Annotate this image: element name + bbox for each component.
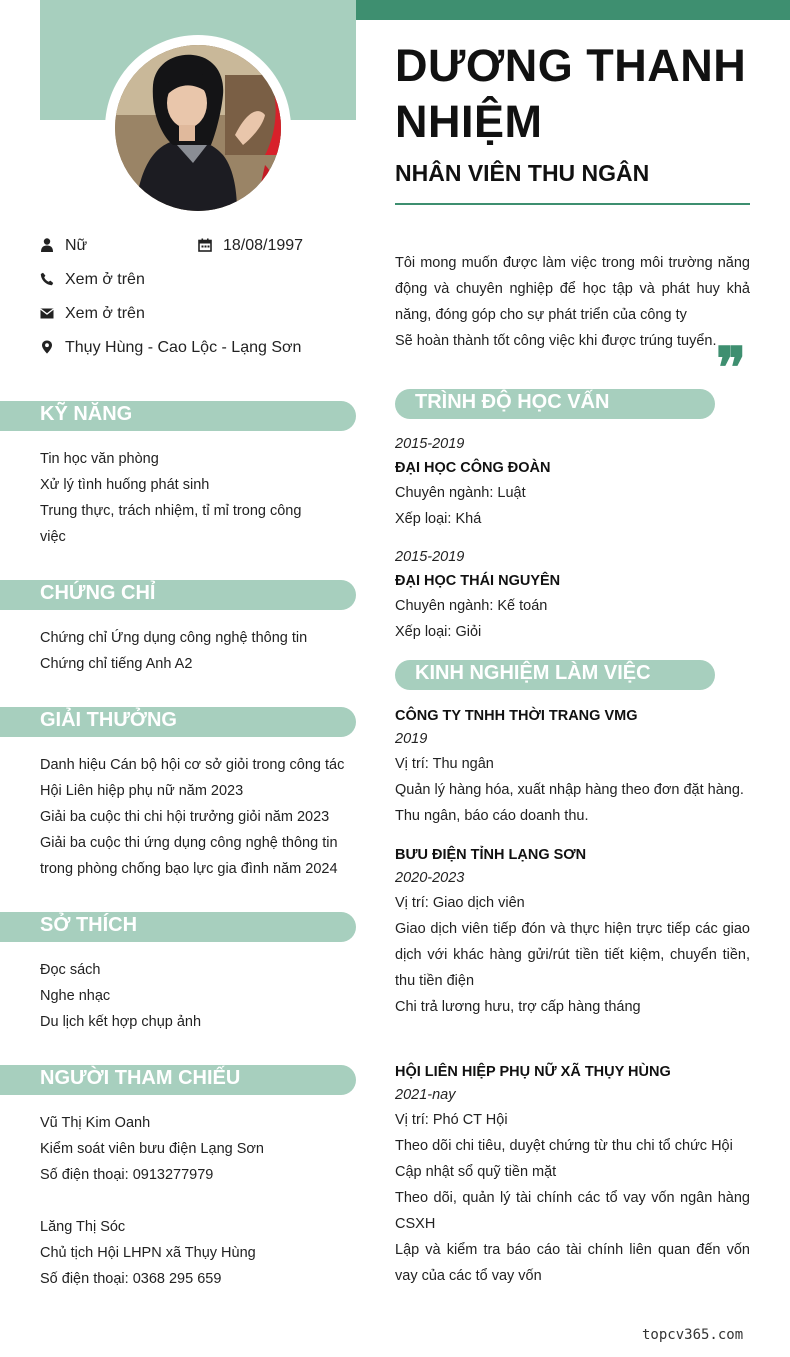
birthday-value: 18/08/1997 bbox=[223, 237, 304, 254]
address-value: Thụy Hùng - Cao Lộc - Lạng Sơn bbox=[65, 339, 302, 356]
profile-photo bbox=[115, 45, 281, 211]
education-school: ĐẠI HỌC CÔNG ĐOÀN bbox=[395, 460, 551, 476]
contact-email bbox=[40, 303, 340, 325]
map-pin-icon bbox=[40, 340, 54, 354]
hobby-item: Đọc sách bbox=[40, 962, 101, 978]
education-grade: Xếp loại: Khá bbox=[395, 511, 482, 527]
email-value: Xem ở trên bbox=[65, 305, 145, 322]
section-references bbox=[0, 1065, 356, 1095]
phone-value: Xem ở trên bbox=[65, 271, 145, 288]
job-period: 2020-2023 bbox=[395, 870, 465, 886]
certificate-item: Chứng chỉ tiếng Anh A2 bbox=[40, 656, 193, 672]
job-company: CÔNG TY TNHH THỜI TRANG VMG bbox=[395, 708, 638, 724]
reference-role: Chủ tịch Hội LHPN xã Thụy Hùng bbox=[40, 1245, 256, 1261]
contact-birthday bbox=[198, 235, 358, 257]
quote-icon: ❞ bbox=[716, 335, 747, 401]
top-accent-bar bbox=[356, 0, 790, 20]
section-hobbies-title: SỞ THÍCH bbox=[40, 914, 138, 936]
skill-item: Trung thực, trách nhiệm, tỉ mỉ trong công việc bbox=[40, 503, 302, 545]
job-position: Vị trí: Thu ngân bbox=[395, 756, 494, 772]
job-detail: Thu ngân, báo cáo doanh thu. bbox=[395, 808, 589, 824]
career-objective: Tôi mong muốn được làm việc trong môi trường năng động và chuyên nghiệp để học tập và phát huy khả năng, đóng góp cho sự phát triển của công ty bbox=[395, 255, 750, 323]
job-period: 2021-nay bbox=[395, 1087, 456, 1103]
section-awards-title: GIẢI THƯỞNG bbox=[40, 709, 177, 731]
section-education-title: TRÌNH ĐỘ HỌC VẤN bbox=[415, 391, 610, 413]
education-major: Chuyên ngành: Luật bbox=[395, 485, 526, 501]
job-detail: Quản lý hàng hóa, xuất nhập hàng theo đơn đặt hàng. bbox=[395, 782, 744, 798]
footer-watermark: topcv365.com bbox=[642, 1327, 744, 1343]
job-detail: Giao dịch viên tiếp đón và thực hiện trực tiếp các giao dịch với khác hàng gửi/rút tiền tiết kiệm, chuyển tiền, thu tiền điện bbox=[395, 921, 750, 989]
education-major: Chuyên ngành: Kế toán bbox=[395, 598, 548, 614]
person-icon bbox=[40, 238, 54, 252]
section-education bbox=[395, 389, 715, 419]
reference-phone: Số điện thoại: 0913277979 bbox=[40, 1167, 214, 1183]
section-certificates bbox=[0, 580, 356, 610]
hobby-item: Du lịch kết hợp chụp ảnh bbox=[40, 1014, 202, 1030]
contact-address bbox=[40, 337, 356, 359]
job-detail: Cập nhật sổ quỹ tiền mặt bbox=[395, 1164, 557, 1180]
education-period: 2015-2019 bbox=[395, 549, 465, 565]
education-period: 2015-2019 bbox=[395, 436, 465, 452]
portrait-illustration bbox=[115, 45, 281, 211]
job-detail: Theo dõi, quản lý tài chính các tổ vay vốn ngân hàng CSXH bbox=[395, 1190, 750, 1232]
career-objective-2: Sẽ hoàn thành tốt công việc khi được trúng tuyển. bbox=[395, 333, 717, 349]
contact-phone bbox=[40, 269, 340, 291]
section-experience bbox=[395, 660, 715, 690]
job-detail: Theo dõi chi tiêu, duyệt chứng từ thu chi tổ chức Hội bbox=[395, 1138, 733, 1154]
section-skills-title: KỸ NĂNG bbox=[40, 403, 133, 425]
award-item: Giải ba cuộc thi ứng dụng công nghệ thông tin trong phòng chống bạo lực gia đình năm 2024 bbox=[40, 835, 338, 877]
section-hobbies bbox=[0, 912, 356, 942]
reference-name: Lăng Thị Sóc bbox=[40, 1219, 126, 1235]
job-position: Vị trí: Phó CT Hội bbox=[395, 1112, 508, 1128]
reference-phone: Số điện thoại: 0368 295 659 bbox=[40, 1271, 222, 1287]
certificate-item: Chứng chỉ Ứng dụng công nghệ thông tin bbox=[40, 630, 308, 646]
education-grade: Xếp loại: Giỏi bbox=[395, 624, 482, 640]
calendar-icon bbox=[198, 238, 212, 252]
reference-name: Vũ Thị Kim Oanh bbox=[40, 1115, 151, 1131]
hobby-item: Nghe nhạc bbox=[40, 988, 111, 1004]
gender-value: Nữ bbox=[65, 237, 88, 254]
education-school: ĐẠI HỌC THÁI NGUYÊN bbox=[395, 573, 561, 589]
skill-item: Tin học văn phòng bbox=[40, 451, 159, 467]
section-references-title: NGƯỜI THAM CHIẾU bbox=[40, 1067, 241, 1089]
job-company: BƯU ĐIỆN TỈNH LẠNG SƠN bbox=[395, 847, 587, 863]
job-position: Vị trí: Giao dịch viên bbox=[395, 895, 525, 911]
title-divider bbox=[395, 203, 750, 205]
job-company: HỘI LIÊN HIỆP PHỤ NỮ XÃ THỤY HÙNG bbox=[395, 1064, 671, 1080]
section-awards bbox=[0, 707, 356, 737]
job-detail: Lập và kiểm tra báo cáo tài chính liên quan đến vốn vay của các tổ vay vốn bbox=[395, 1242, 750, 1284]
job-title: NHÂN VIÊN THU NGÂN bbox=[395, 160, 650, 186]
award-item: Danh hiệu Cán bộ hội cơ sở giỏi trong công tác Hội Liên hiệp phụ nữ năm 2023 bbox=[40, 757, 345, 799]
phone-icon bbox=[40, 272, 54, 286]
contact-gender bbox=[40, 235, 190, 257]
skill-item: Xử lý tình huống phát sinh bbox=[40, 477, 210, 493]
candidate-name: DƯƠNG THANH NHIỆM bbox=[395, 40, 747, 147]
section-certificates-title: CHỨNG CHỈ bbox=[40, 582, 156, 604]
job-period: 2019 bbox=[395, 731, 428, 747]
award-item: Giải ba cuộc thi chi hội trưởng giỏi năm 2023 bbox=[40, 809, 330, 825]
reference-role: Kiểm soát viên bưu điện Lạng Sơn bbox=[40, 1141, 264, 1157]
job-detail: Chi trả lương hưu, trợ cấp hàng tháng bbox=[395, 999, 641, 1015]
section-experience-title: KINH NGHIỆM LÀM VIỆC bbox=[415, 662, 651, 684]
envelope-icon bbox=[40, 306, 54, 320]
section-skills bbox=[0, 401, 356, 431]
